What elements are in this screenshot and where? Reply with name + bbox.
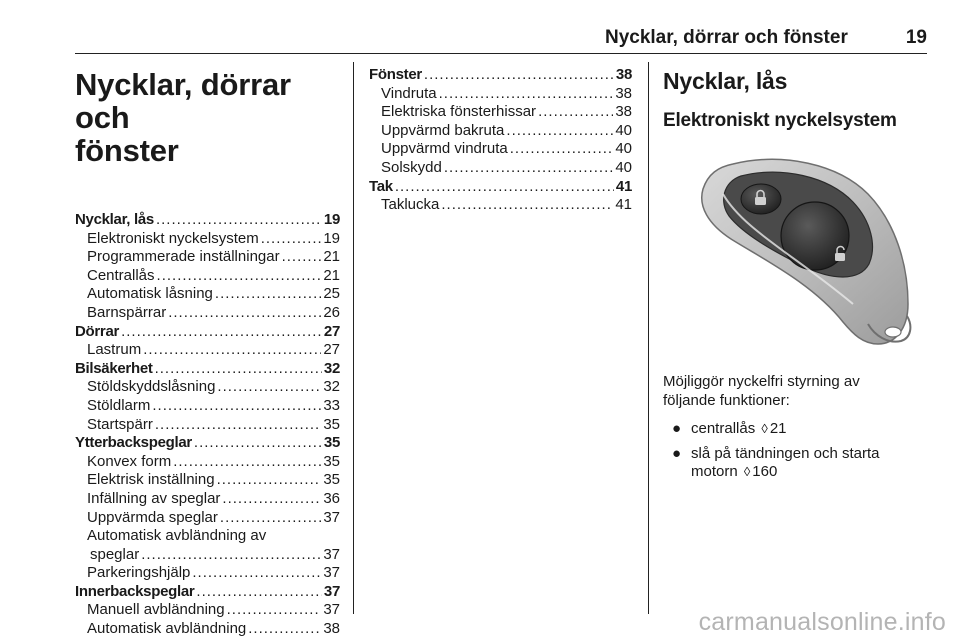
column-divider-2 (648, 62, 649, 614)
toc-entry[interactable] (75, 471, 340, 490)
section-title: Nycklar, lås (663, 68, 788, 94)
toc-entry-label: Fönster (369, 66, 422, 83)
toc-entry-page: 25 (323, 285, 340, 303)
toc-entry-label: Innerbackspeglar (75, 582, 195, 600)
toc-entry[interactable] (369, 122, 632, 141)
intro-line-2: följande funktioner: (663, 391, 790, 409)
toc-dot-leader (439, 85, 614, 104)
toc-entry-label: Dörrar (75, 322, 120, 340)
toc-entry-label: Infällning av speglar (87, 489, 221, 507)
toc-dot-leader (217, 378, 321, 397)
key-fob-illustration (663, 154, 928, 349)
toc-entry[interactable] (75, 509, 340, 528)
toc-entry[interactable] (75, 620, 340, 639)
chapter-title-line-2: fönster (75, 133, 179, 168)
toc-dot-leader (141, 546, 321, 565)
toc-entry[interactable] (369, 178, 632, 197)
toc-dot-leader (152, 397, 321, 416)
toc-dot-leader (220, 509, 321, 528)
toc-entry-page: 40 (615, 158, 632, 176)
toc-entry[interactable] (75, 583, 340, 602)
bullet-text-line-1: slå på tändningen och starta (691, 444, 880, 462)
toc-entry-label: Automatisk avbländning av (87, 527, 267, 545)
toc-dot-leader (261, 230, 322, 249)
toc-entry-page: 37 (323, 564, 340, 582)
toc-dot-leader (155, 416, 321, 435)
toc-dot-leader (192, 564, 321, 583)
toc-dot-leader (441, 196, 613, 215)
toc-dot-leader (506, 122, 613, 141)
toc-dot-leader (222, 490, 321, 509)
toc-dot-leader (510, 140, 614, 159)
toc-entry-label: Uppvärmda speglar (87, 508, 218, 526)
toc-entry[interactable] (369, 66, 632, 85)
toc-entry-label: Bilsäkerhet (75, 359, 153, 377)
toc-dot-leader (121, 323, 322, 342)
toc-entry-label: speglar (90, 545, 140, 563)
toc-entry[interactable] (75, 527, 340, 546)
page-reference[interactable]: 21 (769, 420, 787, 438)
toc-entry-label: Lastrum (87, 341, 142, 359)
toc-entry[interactable] (75, 564, 340, 583)
toc-dot-leader (248, 620, 321, 639)
running-head-title: Nycklar, dörrar och fönster (604, 27, 848, 48)
toc-dot-leader (227, 601, 322, 620)
toc-entry-label: Parkeringshjälp (87, 564, 191, 582)
toc-dot-leader (424, 66, 614, 85)
toc-entry[interactable] (369, 159, 632, 178)
toc-entry-page: 19 (323, 211, 340, 228)
toc-entry-label: Ytterbackspeglar (75, 434, 192, 452)
toc-entry-label: Vindruta (381, 84, 437, 102)
toc-entry-page: 32 (323, 359, 340, 377)
toc-entry-page: 26 (323, 303, 340, 321)
toc-entry-page: 38 (323, 620, 340, 638)
toc-entry-label: Programmerade inställningar (87, 248, 280, 266)
toc-entry-page: 27 (323, 341, 340, 359)
toc-entry-page: 38 (615, 84, 632, 102)
toc-entry[interactable] (75, 341, 340, 360)
toc-entry[interactable] (75, 490, 340, 509)
toc-entry-label: Elektrisk inställning (87, 471, 215, 489)
toc-entry-label: Centrallås (87, 266, 155, 284)
toc-entry-page: 32 (323, 378, 340, 396)
toc-entry-page: 33 (323, 396, 340, 414)
toc-dot-leader (395, 178, 614, 197)
page-reference-icon: ◊ (743, 464, 751, 480)
toc-entry[interactable] (75, 285, 340, 304)
toc-entry[interactable] (75, 211, 340, 230)
toc-entry-label: Tak (369, 177, 393, 195)
toc-entry-label: Uppvärmd bakruta (381, 121, 505, 139)
toc-entry[interactable] (75, 230, 340, 249)
toc-dot-leader (168, 304, 321, 323)
toc-dot-leader (215, 285, 321, 304)
toc-entry-label: Automatisk avbländning (87, 620, 247, 638)
toc-entry-label: Startspärr (87, 415, 153, 433)
toc-entry-page: 38 (615, 103, 632, 121)
toc-dot-leader (173, 453, 321, 472)
bullet-text: centrallås (691, 420, 756, 438)
bullet-text-line-2: motorn (691, 463, 738, 481)
table-of-contents-middle (369, 66, 632, 215)
toc-entry[interactable] (75, 248, 340, 267)
toc-entry-page: 37 (323, 582, 340, 600)
toc-entry[interactable] (369, 140, 632, 159)
toc-entry-page: 21 (323, 266, 340, 284)
list-item (663, 420, 928, 439)
chapter-title (75, 68, 340, 167)
toc-entry-label: Automatisk låsning (87, 285, 213, 303)
bullet-icon: ● (672, 444, 682, 462)
toc-entry-page: 41 (615, 177, 632, 195)
toc-entry-page: 19 (323, 229, 340, 247)
intro-text (663, 373, 928, 410)
toc-dot-leader (538, 103, 613, 122)
key-fob-icon (663, 154, 928, 349)
toc-entry[interactable] (75, 304, 340, 323)
toc-entry[interactable] (75, 601, 340, 620)
toc-entry-page: 35 (323, 471, 340, 489)
right-column (663, 62, 928, 488)
toc-entry-label: Manuell avbländning (87, 601, 225, 619)
toc-entry-label: Taklucka (381, 196, 440, 214)
toc-dot-leader (196, 583, 321, 602)
toc-entry-page: 40 (615, 140, 632, 158)
page-reference-icon: ◊ (761, 421, 768, 437)
toc-dot-leader (282, 248, 322, 267)
bullet-icon: ● (672, 420, 682, 438)
toc-entry-label: Barnspärrar (87, 303, 167, 321)
running-head (75, 27, 927, 55)
toc-entry-label: Uppvärmd vindruta (381, 140, 508, 158)
toc-entry-page: 41 (615, 196, 632, 214)
toc-dot-leader (217, 471, 322, 490)
toc-entry-label: Elektroniskt nyckelsystem (87, 229, 259, 247)
column-divider-1 (353, 62, 354, 614)
toc-entry-label: Konvex form (87, 452, 172, 470)
toc-dot-leader (143, 341, 321, 360)
function-list (663, 420, 928, 482)
toc-entry-page: 38 (615, 66, 632, 83)
toc-dot-leader (157, 267, 322, 286)
toc-entry-page: 37 (323, 508, 340, 526)
toc-entry[interactable] (75, 453, 340, 472)
list-item (663, 445, 928, 482)
toc-entry[interactable] (369, 196, 632, 215)
toc-entry-page: 21 (323, 248, 340, 266)
chapter-title-line-1: Nycklar, dörrar och (75, 67, 291, 135)
header-rule (75, 53, 927, 54)
toc-entry[interactable] (75, 397, 340, 416)
toc-dot-leader (155, 360, 322, 379)
toc-entry-label: Stöldskyddslåsning (87, 378, 216, 396)
toc-entry-page: 37 (323, 601, 340, 619)
toc-entry[interactable] (75, 378, 340, 397)
toc-entry-page: 27 (323, 322, 340, 340)
toc-entry[interactable] (75, 416, 340, 435)
subsection-title: Elektroniskt nyckelsystem (663, 110, 897, 131)
toc-entry-label: Nycklar, lås (75, 211, 154, 228)
toc-entry-label: Solskydd (381, 158, 442, 176)
table-of-contents-left (75, 211, 340, 639)
toc-entry-label: Elektriska fönsterhissar (381, 103, 537, 121)
page-reference[interactable]: 160 (752, 463, 778, 481)
watermark: carmanualsonline.info (698, 608, 946, 636)
left-column (75, 62, 340, 639)
toc-entry-label: Stöldlarm (87, 396, 151, 414)
toc-entry[interactable] (75, 267, 340, 286)
intro-line-1: Möjliggör nyckelfri styrning av (663, 373, 860, 390)
toc-entry[interactable] (75, 323, 340, 342)
toc-entry-page: 35 (323, 434, 340, 452)
toc-dot-leader (444, 159, 613, 178)
page-number: 19 (905, 27, 927, 48)
toc-dot-leader (156, 211, 322, 230)
toc-entry-page: 35 (323, 415, 340, 433)
toc-entry[interactable] (369, 85, 632, 104)
toc-entry[interactable] (369, 103, 632, 122)
toc-entry[interactable] (75, 360, 340, 379)
toc-entry-page: 36 (323, 489, 340, 507)
toc-entry[interactable] (75, 434, 340, 453)
toc-entry-page: 35 (323, 452, 340, 470)
toc-entry-page: 40 (615, 121, 632, 139)
middle-column (369, 66, 632, 215)
toc-entry-page: 37 (323, 545, 340, 563)
toc-dot-leader (194, 434, 322, 453)
toc-entry[interactable] (75, 546, 340, 565)
